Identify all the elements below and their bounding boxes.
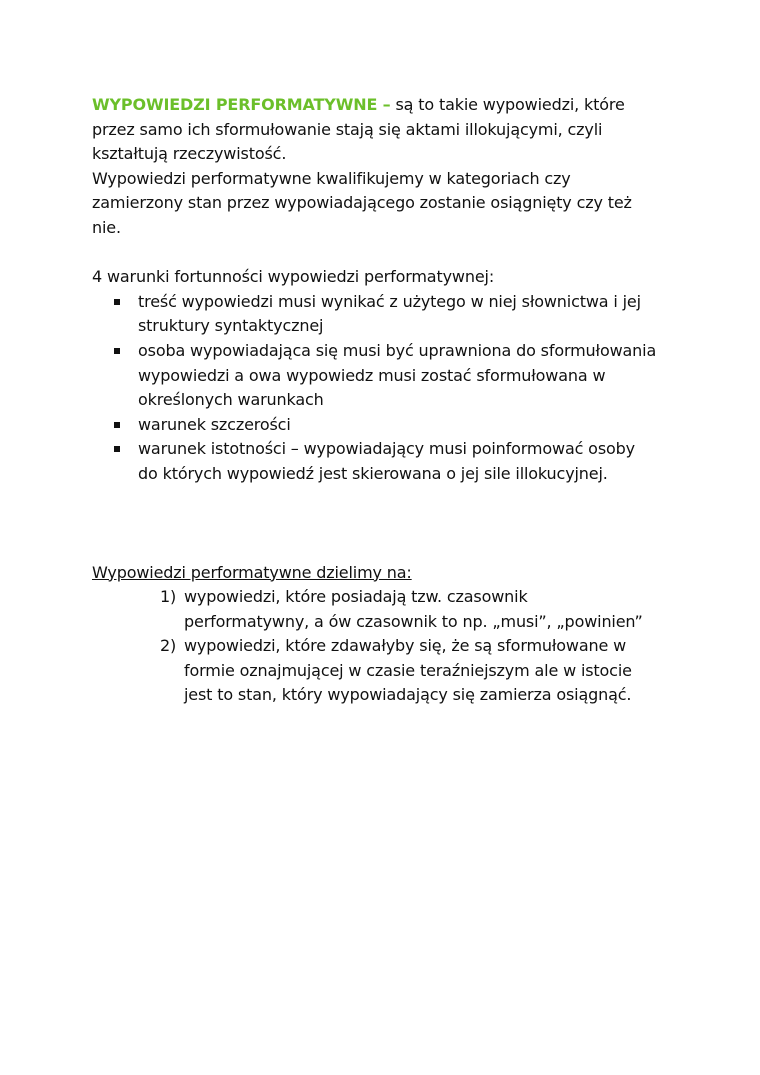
- list-item: [92, 413, 682, 438]
- square-bullet-icon: [114, 348, 120, 354]
- square-bullet-icon: [114, 299, 120, 305]
- list-item: [92, 339, 682, 413]
- list-item-line: wypowiedzi, które zdawałyby się, że są sformułowane w: [184, 636, 627, 656]
- term-heading: WYPOWIEDZI PERFORMATYWNE –: [92, 95, 391, 114]
- definition-line: kształtują rzeczywistość.: [92, 144, 287, 164]
- list-item: [92, 290, 682, 339]
- list-item-line: treść wypowiedzi musi wynikać z użytego w niej słownictwa i jej: [138, 291, 641, 311]
- list-item-line: performatywny, a ów czasownik to np. „musi”, „powinien”: [184, 611, 643, 631]
- division-list: [92, 585, 682, 708]
- qualification-line: nie.: [92, 217, 121, 237]
- list-item-line: formie oznajmującej w czasie teraźniejszym ale w istocie: [184, 660, 632, 680]
- list-item-line: wypowiedzi, które posiadają tzw. czasownik: [184, 587, 528, 607]
- list-item-line: jest to stan, który wypowiadający się zamierza osiągnąć.: [184, 685, 632, 705]
- list-item-number: 1): [160, 587, 177, 607]
- list-item: [92, 634, 682, 708]
- list-item-line: osoba wypowiadająca się musi być uprawniona do sformułowania: [138, 340, 657, 360]
- definition-line: są to takie wypowiedzi, które: [390, 95, 625, 114]
- qualification-line: Wypowiedzi performatywne kwalifikujemy w kategoriach czy: [92, 168, 571, 188]
- document-page: [92, 93, 682, 708]
- qualification-paragraph: [92, 167, 682, 241]
- list-item: [92, 437, 682, 486]
- list-item-number: 2): [160, 636, 177, 656]
- list-item-line: określonych warunkach: [138, 390, 324, 410]
- division-heading: Wypowiedzi performatywne dzielimy na:: [92, 562, 412, 582]
- list-item-line: do których wypowiedź jest skierowana o jej sile illokucyjnej.: [138, 463, 608, 483]
- qualification-line: zamierzony stan przez wypowiadającego zostanie osiągnięty czy też: [92, 193, 632, 213]
- conditions-list: [92, 290, 682, 487]
- square-bullet-icon: [114, 422, 120, 428]
- definition-paragraph: [92, 93, 682, 167]
- spacer: [92, 241, 682, 266]
- square-bullet-icon: [114, 446, 120, 452]
- list-item-line: wypowiedzi a owa wypowiedz musi zostać sformułowana w: [138, 365, 606, 385]
- list-item-line: struktury syntaktycznej: [138, 316, 324, 336]
- conditions-heading: 4 warunki fortunności wypowiedzi performatywnej:: [92, 267, 495, 287]
- list-item-line: warunek szczerości: [138, 414, 291, 434]
- list-item-line: warunek istotności – wypowiadający musi poinformować osoby: [138, 439, 635, 459]
- spacer: [92, 487, 682, 561]
- definition-line: przez samo ich sformułowanie stają się aktami illokującymi, czyli: [92, 119, 603, 139]
- list-item: [92, 585, 682, 634]
